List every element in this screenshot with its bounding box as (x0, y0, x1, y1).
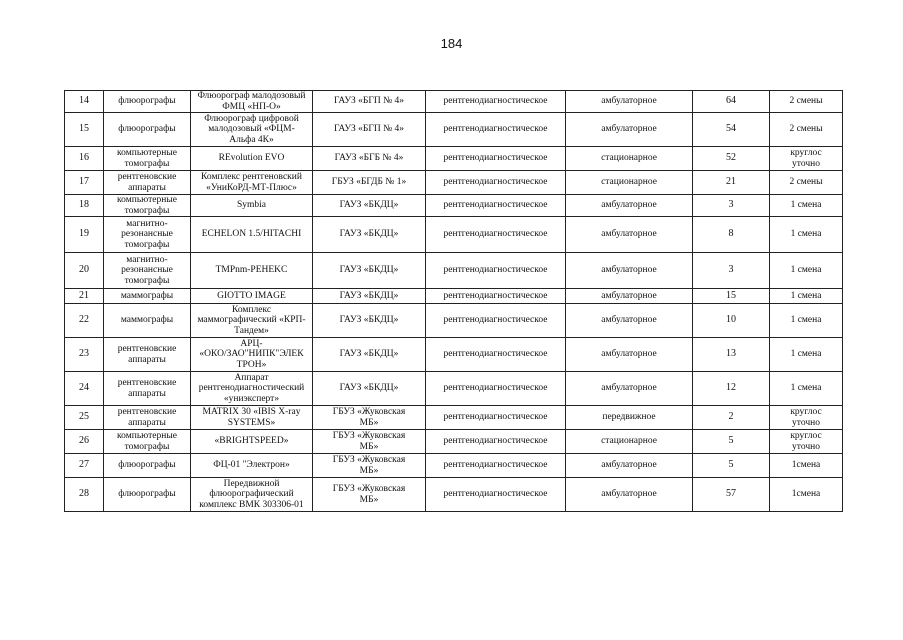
cell-equipment-model: АРЦ- «ОКО/ЗАО"НИПК"ЭЛЕК ТРОН» (191, 338, 313, 372)
cell-equipment-type: компьютерные томографы (104, 147, 191, 171)
table-row (65, 338, 843, 372)
cell-equipment-model: MATRIX 30 «IBIS X-ray SYSTEMS» (191, 406, 313, 430)
cell-purpose: рентгенодиагностическое (426, 147, 566, 171)
cell-equipment-type: флюорографы (104, 454, 191, 478)
cell-row-number: 19 (65, 217, 104, 253)
cell-quantity: 2 (693, 406, 770, 430)
table-body (65, 91, 843, 512)
table-row (65, 372, 843, 406)
cell-equipment-type: маммографы (104, 304, 191, 338)
cell-purpose: рентгенодиагностическое (426, 304, 566, 338)
cell-equipment-model: Комплекс рентгеновский «УниКоРД-МТ-Плюс» (191, 171, 313, 195)
cell-organization: ГАУЗ «БКДЦ» (313, 253, 426, 289)
cell-work-shift: 1смена (770, 478, 843, 512)
cell-equipment-model: TMPnm-PEHEKC (191, 253, 313, 289)
cell-work-shift: 1смена (770, 454, 843, 478)
cell-quantity: 5 (693, 454, 770, 478)
cell-row-number: 26 (65, 430, 104, 454)
cell-equipment-type: рентгеновские аппараты (104, 372, 191, 406)
cell-work-shift: круглос уточно (770, 406, 843, 430)
cell-equipment-type: флюорографы (104, 91, 191, 113)
cell-row-number: 18 (65, 195, 104, 217)
cell-usage-mode: амбулаторное (566, 253, 693, 289)
cell-quantity: 3 (693, 195, 770, 217)
table-row (65, 304, 843, 338)
cell-organization: ГАУЗ «БГП № 4» (313, 113, 426, 147)
cell-purpose: рентгенодиагностическое (426, 217, 566, 253)
cell-equipment-model: REvolution EVO (191, 147, 313, 171)
cell-organization: ГАУЗ «БГП № 4» (313, 91, 426, 113)
cell-row-number: 21 (65, 289, 104, 304)
cell-equipment-model: GIOTTO IMAGE (191, 289, 313, 304)
cell-equipment-type: флюорографы (104, 478, 191, 512)
cell-usage-mode: амбулаторное (566, 217, 693, 253)
cell-purpose: рентгенодиагностическое (426, 195, 566, 217)
cell-equipment-model: ECHELON 1.5/HITACHI (191, 217, 313, 253)
cell-row-number: 22 (65, 304, 104, 338)
cell-equipment-type: рентгеновские аппараты (104, 338, 191, 372)
cell-equipment-type: флюорографы (104, 113, 191, 147)
cell-purpose: рентгенодиагностическое (426, 91, 566, 113)
page-number: 184 (440, 36, 463, 51)
cell-purpose: рентгенодиагностическое (426, 406, 566, 430)
cell-work-shift: 1 смена (770, 253, 843, 289)
cell-work-shift: 2 смены (770, 91, 843, 113)
cell-organization: ГБУЗ «БГДБ № 1» (313, 171, 426, 195)
cell-quantity: 8 (693, 217, 770, 253)
cell-row-number: 23 (65, 338, 104, 372)
cell-purpose: рентгенодиагностическое (426, 338, 566, 372)
cell-organization: ГБУЗ «Жуковская МБ» (313, 454, 426, 478)
cell-equipment-type: магнитно- резонансные томографы (104, 217, 191, 253)
cell-work-shift: 1 смена (770, 217, 843, 253)
table-row (65, 217, 843, 253)
cell-organization: ГАУЗ «БКДЦ» (313, 195, 426, 217)
cell-equipment-model: «BRIGHTSPEED» (191, 430, 313, 454)
cell-purpose: рентгенодиагностическое (426, 430, 566, 454)
cell-quantity: 15 (693, 289, 770, 304)
cell-work-shift: 1 смена (770, 289, 843, 304)
cell-quantity: 5 (693, 430, 770, 454)
cell-organization: ГАУЗ «БКДЦ» (313, 304, 426, 338)
cell-work-shift: 2 смены (770, 113, 843, 147)
table-row (65, 478, 843, 512)
table-row (65, 289, 843, 304)
cell-equipment-type: маммографы (104, 289, 191, 304)
cell-purpose: рентгенодиагностическое (426, 171, 566, 195)
cell-row-number: 25 (65, 406, 104, 430)
table-row (65, 171, 843, 195)
cell-equipment-model: Флюорограф малодозовый ФМЦ «НП-О» (191, 91, 313, 113)
cell-row-number: 16 (65, 147, 104, 171)
cell-quantity: 21 (693, 171, 770, 195)
cell-usage-mode: амбулаторное (566, 289, 693, 304)
cell-work-shift: 1 смена (770, 304, 843, 338)
cell-row-number: 24 (65, 372, 104, 406)
cell-organization: ГАУЗ «БГБ № 4» (313, 147, 426, 171)
cell-equipment-model: Флюорограф цифровой малодозовый «ФЦМ- Альфа 4К» (191, 113, 313, 147)
cell-row-number: 20 (65, 253, 104, 289)
cell-usage-mode: стационарное (566, 171, 693, 195)
cell-purpose: рентгенодиагностическое (426, 289, 566, 304)
table-row (65, 147, 843, 171)
cell-usage-mode: передвижное (566, 406, 693, 430)
cell-work-shift: круглос уточно (770, 430, 843, 454)
cell-row-number: 28 (65, 478, 104, 512)
cell-row-number: 14 (65, 91, 104, 113)
cell-equipment-model: Комплекс маммографический «КРП- Тандем» (191, 304, 313, 338)
cell-quantity: 64 (693, 91, 770, 113)
cell-quantity: 3 (693, 253, 770, 289)
cell-equipment-type: магнитно- резонансные томографы (104, 253, 191, 289)
cell-quantity: 57 (693, 478, 770, 512)
cell-purpose: рентгенодиагностическое (426, 372, 566, 406)
cell-organization: ГАУЗ «БКДЦ» (313, 289, 426, 304)
cell-organization: ГБУЗ «Жуковская МБ» (313, 406, 426, 430)
table-row (65, 253, 843, 289)
cell-usage-mode: амбулаторное (566, 195, 693, 217)
cell-organization: ГАУЗ «БКДЦ» (313, 217, 426, 253)
equipment-table (64, 90, 843, 512)
cell-row-number: 27 (65, 454, 104, 478)
cell-quantity: 52 (693, 147, 770, 171)
cell-work-shift: 1 смена (770, 338, 843, 372)
cell-work-shift: 1 смена (770, 195, 843, 217)
table-row (65, 91, 843, 113)
cell-usage-mode: амбулаторное (566, 91, 693, 113)
cell-organization: ГБУЗ «Жуковская МБ» (313, 478, 426, 512)
cell-equipment-model: Symbia (191, 195, 313, 217)
cell-equipment-type: компьютерные томографы (104, 430, 191, 454)
cell-quantity: 10 (693, 304, 770, 338)
cell-usage-mode: амбулаторное (566, 478, 693, 512)
cell-quantity: 12 (693, 372, 770, 406)
cell-quantity: 13 (693, 338, 770, 372)
cell-organization: ГАУЗ «БКДЦ» (313, 372, 426, 406)
table-row (65, 406, 843, 430)
cell-equipment-type: компьютерные томографы (104, 195, 191, 217)
cell-row-number: 15 (65, 113, 104, 147)
cell-equipment-model: ФЦ-01 "Электрон» (191, 454, 313, 478)
table-row (65, 454, 843, 478)
cell-usage-mode: стационарное (566, 147, 693, 171)
cell-equipment-type: рентгеновские аппараты (104, 406, 191, 430)
cell-purpose: рентгенодиагностическое (426, 113, 566, 147)
cell-purpose: рентгенодиагностическое (426, 478, 566, 512)
cell-work-shift: круглос уточно (770, 147, 843, 171)
cell-work-shift: 2 смены (770, 171, 843, 195)
cell-usage-mode: амбулаторное (566, 372, 693, 406)
cell-quantity: 54 (693, 113, 770, 147)
cell-usage-mode: амбулаторное (566, 454, 693, 478)
table-row (65, 113, 843, 147)
cell-equipment-model: Аппарат рентгенодиагностический «униэксперт» (191, 372, 313, 406)
cell-equipment-type: рентгеновские аппараты (104, 171, 191, 195)
cell-organization: ГАУЗ «БКДЦ» (313, 338, 426, 372)
cell-usage-mode: амбулаторное (566, 304, 693, 338)
cell-equipment-model: Передвижной флюорографический комплекс ВМК 303306-01 (191, 478, 313, 512)
cell-purpose: рентгенодиагностическое (426, 253, 566, 289)
cell-usage-mode: стационарное (566, 430, 693, 454)
cell-organization: ГБУЗ «Жуковская МБ» (313, 430, 426, 454)
table-row (65, 195, 843, 217)
table-row (65, 430, 843, 454)
cell-work-shift: 1 смена (770, 372, 843, 406)
cell-usage-mode: амбулаторное (566, 113, 693, 147)
cell-usage-mode: амбулаторное (566, 338, 693, 372)
cell-purpose: рентгенодиагностическое (426, 454, 566, 478)
cell-row-number: 17 (65, 171, 104, 195)
